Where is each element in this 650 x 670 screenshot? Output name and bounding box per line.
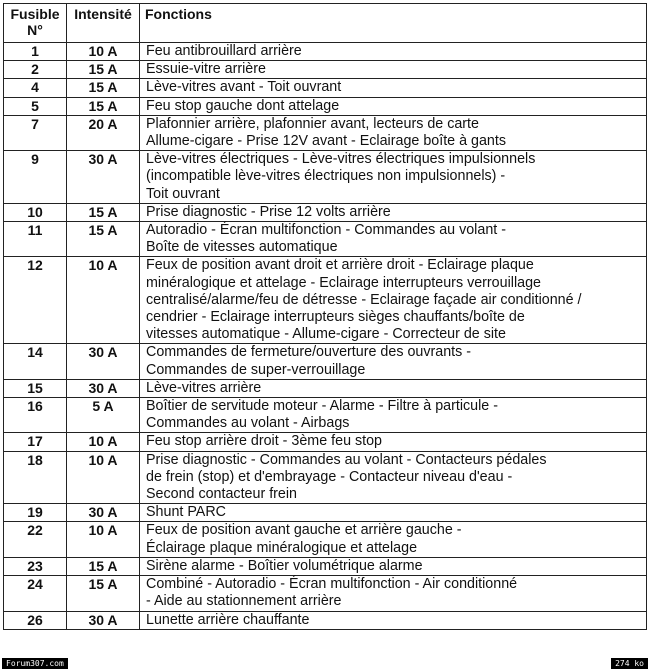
fuse-number: 10 (4, 203, 67, 221)
fuse-number: 14 (4, 344, 67, 379)
table-row (4, 79, 647, 97)
table-row (4, 557, 647, 575)
table-row (4, 97, 647, 115)
table-row (4, 398, 647, 433)
fuse-number: 9 (4, 151, 67, 204)
fuse-table (3, 3, 647, 630)
table-row (4, 451, 647, 504)
source-watermark: Forum307.com (2, 658, 68, 669)
functions-text: Feux de position avant droit et arrière droit - Eclairage plaque minéralogique et attelage - Eclairage interrupteurs verrouillage centralisé/alarme/feu de détresse - Eclairage façade air conditionné / cendrier - Eclairage interrupteurs sièges chauffants/boîte de vitesses automatique - Allume-cigare - Correcteur de site (140, 257, 647, 344)
functions-text: Essuie-vitre arrière (140, 61, 647, 79)
fuse-number: 16 (4, 398, 67, 433)
functions-text: Plafonnier arrière, plafonnier avant, lecteurs de carte Allume-cigare - Prise 12V avant - Eclairage boîte à gants (140, 115, 647, 150)
fuse-number: 15 (4, 379, 67, 397)
functions-text: Lunette arrière chauffante (140, 611, 647, 629)
functions-text: Sirène alarme - Boîtier volumétrique alarme (140, 557, 647, 575)
table-row (4, 611, 647, 629)
fuse-number: 1 (4, 43, 67, 61)
table-row (4, 61, 647, 79)
functions-text: Shunt PARC (140, 504, 647, 522)
functions-text: Feu antibrouillard arrière (140, 43, 647, 61)
fuse-number: 12 (4, 257, 67, 344)
functions-text: Feu stop gauche dont attelage (140, 97, 647, 115)
functions-text: Lève-vitres avant - Toit ouvrant (140, 79, 647, 97)
functions-text: Feux de position avant gauche et arrière gauche - Éclairage plaque minéralogique et attelage (140, 522, 647, 557)
footer (0, 657, 650, 670)
fuse-number: 18 (4, 451, 67, 504)
functions-text: Boîtier de servitude moteur - Alarme - Filtre à particule - Commandes au volant - Airbags (140, 398, 647, 433)
intensity-value: 20 A (67, 115, 140, 150)
intensity-value: 10 A (67, 522, 140, 557)
intensity-value: 15 A (67, 557, 140, 575)
intensity-value: 15 A (67, 97, 140, 115)
table-row (4, 257, 647, 344)
intensity-value: 30 A (67, 504, 140, 522)
fuse-number: 11 (4, 222, 67, 257)
table-row (4, 576, 647, 611)
table-row (4, 433, 647, 451)
fuse-number: 17 (4, 433, 67, 451)
intensity-value: 30 A (67, 151, 140, 204)
intensity-value: 10 A (67, 451, 140, 504)
fuse-number: 7 (4, 115, 67, 150)
table-row (4, 151, 647, 204)
intensity-value: 15 A (67, 576, 140, 611)
table-row (4, 222, 647, 257)
fuse-number: 2 (4, 61, 67, 79)
table-row (4, 344, 647, 379)
table-row (4, 203, 647, 221)
table-row (4, 522, 647, 557)
functions-text: Feu stop arrière droit - 3ème feu stop (140, 433, 647, 451)
fuse-number: 5 (4, 97, 67, 115)
intensity-value: 30 A (67, 344, 140, 379)
fuse-number: 22 (4, 522, 67, 557)
table-row (4, 43, 647, 61)
header-row (4, 4, 647, 43)
intensity-value: 5 A (67, 398, 140, 433)
functions-text: Autoradio - Écran multifonction - Commandes au volant - Boîte de vitesses automatique (140, 222, 647, 257)
fuse-number: 23 (4, 557, 67, 575)
intensity-value: 30 A (67, 611, 140, 629)
intensity-value: 15 A (67, 61, 140, 79)
header-fuse-number: Fusible N° (4, 4, 67, 43)
fuse-number: 4 (4, 79, 67, 97)
table-row (4, 379, 647, 397)
fuse-number: 26 (4, 611, 67, 629)
fuse-number: 24 (4, 576, 67, 611)
table-row (4, 115, 647, 150)
functions-text: Commandes de fermeture/ouverture des ouvrants - Commandes de super-verrouillage (140, 344, 647, 379)
intensity-value: 15 A (67, 222, 140, 257)
intensity-value: 30 A (67, 379, 140, 397)
functions-text: Lève-vitres électriques - Lève-vitres électriques impulsionnels (incompatible lève-vitres électriques non impulsionnels) - Toit ouvrant (140, 151, 647, 204)
intensity-value: 15 A (67, 79, 140, 97)
file-size-label: 274 ko (611, 658, 648, 669)
table-row (4, 504, 647, 522)
fuse-number: 19 (4, 504, 67, 522)
intensity-value: 15 A (67, 203, 140, 221)
intensity-value: 10 A (67, 43, 140, 61)
intensity-value: 10 A (67, 433, 140, 451)
intensity-value: 10 A (67, 257, 140, 344)
functions-text: Combiné - Autoradio - Écran multifonction - Air conditionné - Aide au stationnement arrière (140, 576, 647, 611)
header-functions: Fonctions (140, 4, 647, 43)
functions-text: Prise diagnostic - Commandes au volant - Contacteurs pédales de frein (stop) et d'embrayage - Contacteur niveau d'eau - Second contacteur frein (140, 451, 647, 504)
header-intensity: Intensité (67, 4, 140, 43)
functions-text: Lève-vitres arrière (140, 379, 647, 397)
functions-text: Prise diagnostic - Prise 12 volts arrière (140, 203, 647, 221)
